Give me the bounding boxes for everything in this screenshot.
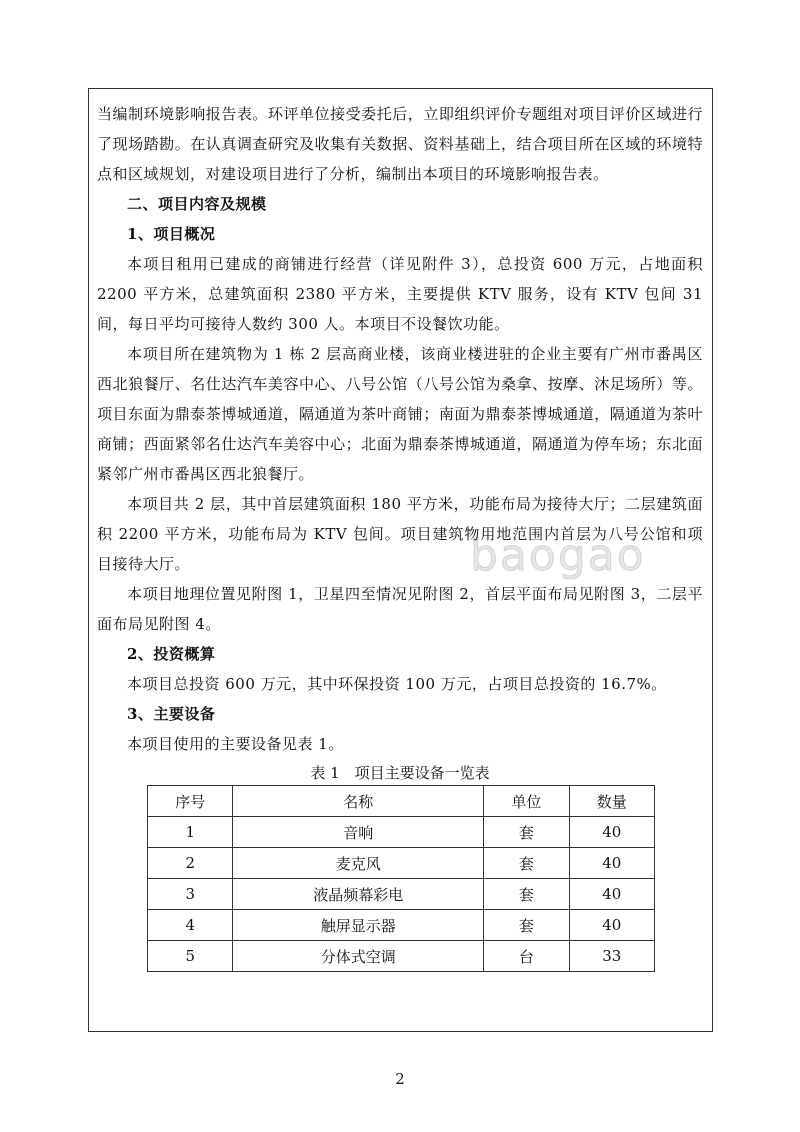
overview-heading: 1、项目概况 [127,225,216,243]
watermark: baogao [470,530,646,581]
table-cell: 40 [569,817,654,848]
overview-paragraph-2: 本项目所在建筑物为 1 栋 2 层高商业楼，该商业楼进驻的企业主要有广州市番禺区西北狼餐厅、名仕达汽车美容中心、八号公馆（八号公馆为桑拿、按摩、沐足场所）等。项目东面为鼎泰茶博城通道，隔通道为茶叶商铺；南面为鼎泰茶博城通道，隔通道为茶叶商铺；西面紧邻名仕达汽车美容中心；北面为鼎泰茶博城通道，隔通道为停车场；东北面紧邻广州市番禺区西北狼餐厅。 [97,345,703,483]
table-caption: 表 1 项目主要设备一览表 [310,764,490,782]
header-cell: 单位 [484,786,569,817]
table-cell: 台 [484,941,569,972]
section-heading: 二、项目内容及规模 [127,195,267,213]
table-cell: 套 [484,910,569,941]
equipment-table [147,785,655,972]
table-row [148,879,655,910]
investment-heading: 2、投资概算 [127,645,216,663]
table-cell: 40 [569,910,654,941]
equipment-heading: 3、主要设备 [127,705,216,723]
table-cell: 套 [484,848,569,879]
overview-paragraph-1: 本项目租用已建成的商铺进行经营（详见附件 3），总投资 600 万元，占地面积 2200 平方米，总建筑面积 2380 平方米，主要提供 KTV 服务，设有 KTV 包间 31 间，每日平均可接待人数约 300 人。本项目不设餐饮功能。 [97,255,703,333]
table-row [148,848,655,879]
table-cell: 麦克风 [233,848,484,879]
table-cell: 33 [569,941,654,972]
table-cell: 5 [148,941,233,972]
investment-paragraph: 本项目总投资 600 万元，其中环保投资 100 万元，占项目总投资的 16.7%。 [127,675,667,693]
page-number: 2 [395,1070,405,1088]
table-row [148,910,655,941]
overview-paragraph-4: 本项目地理位置见附图 1，卫星四至情况见附图 2，首层平面布局见附图 3，二层平面布局见附图 4。 [97,585,703,633]
table-cell: 3 [148,879,233,910]
header-cell: 名称 [233,786,484,817]
table-cell: 40 [569,879,654,910]
table-header-row [148,786,655,817]
table-row [148,817,655,848]
header-cell: 数量 [569,786,654,817]
table-cell: 液晶频幕彩电 [233,879,484,910]
intro-paragraph: 当编制环境影响报告表。环评单位接受委托后，立即组织评价专题组对项目评价区域进行了现场踏勘。在认真调查研究及收集有关数据、资料基础上，结合项目所在区域的环境特点和区域规划，对建设项目进行了分析，编制出本项目的环境影响报告表。 [97,105,703,183]
table-cell: 套 [484,879,569,910]
table-cell: 1 [148,817,233,848]
table-cell: 分体式空调 [233,941,484,972]
overview-paragraph-3: 本项目共 2 层，其中首层建筑面积 180 平方米，功能布局为接待大厅；二层建筑面积 2200 平方米，功能布局为 KTV 包间。项目建筑物用地范围内首层为八号公馆和项目接待大厅。 [97,495,703,573]
header-cell: 序号 [148,786,233,817]
table-cell: 4 [148,910,233,941]
table-cell: 触屏显示器 [233,910,484,941]
table-row [148,941,655,972]
equipment-paragraph: 本项目使用的主要设备见表 1。 [127,735,344,753]
table-cell: 套 [484,817,569,848]
table-cell: 40 [569,848,654,879]
table-cell: 2 [148,848,233,879]
table-cell: 音响 [233,817,484,848]
